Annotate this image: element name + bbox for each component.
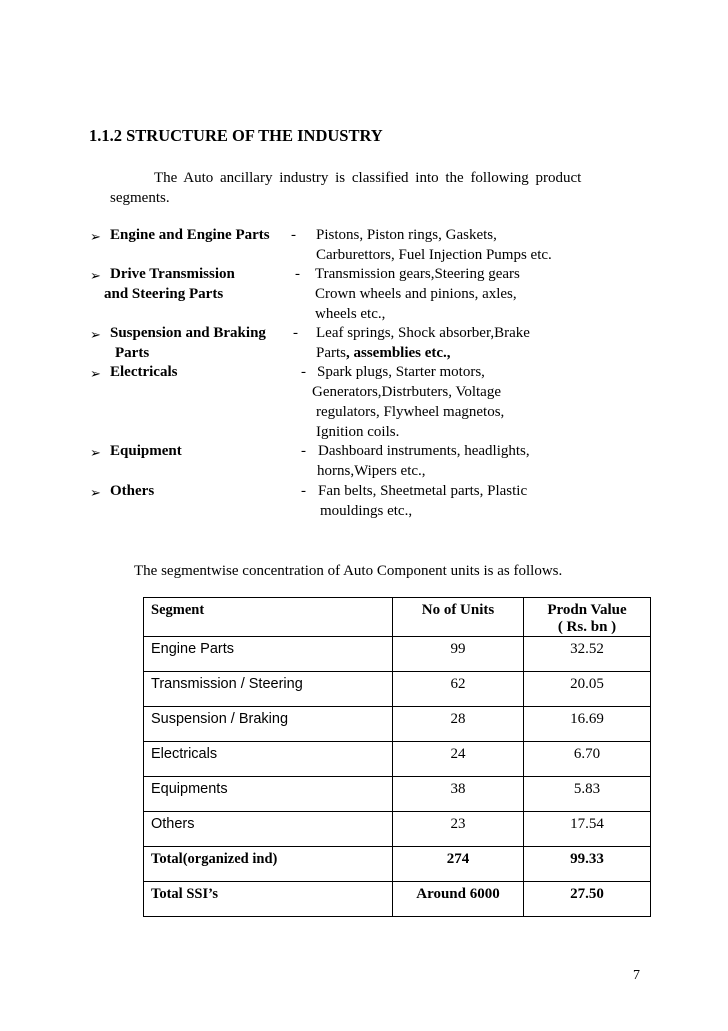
segment-name-suspension: Suspension and Braking [110,325,266,341]
table-cell: 99.33 [524,847,651,882]
table-row [144,742,651,777]
arrow-bullet-icon: ➢ [90,268,101,283]
segment-name-drive: Drive Transmission [110,266,235,282]
table-cell: 62 [393,672,524,707]
table-cell: 6.70 [524,742,651,777]
arrow-bullet-icon: ➢ [90,229,101,244]
table-cell: 274 [393,847,524,882]
table-cell: 23 [393,812,524,847]
segment-item: horns,Wipers etc., [317,463,426,479]
table-cell: 99 [393,637,524,672]
segment-item-part: , assemblies etc., [346,345,451,361]
segment-item: mouldings etc., [320,503,413,519]
header-prodn-value-line2: ( Rs. bn ) [557,619,617,635]
header-prodn-value [524,598,651,637]
intro-line-2: segments. [110,190,170,206]
page-number: 7 [633,968,640,983]
table-row-total-organized [144,847,651,882]
header-units: No of Units [393,598,524,637]
segment-dash: - [295,266,300,282]
table-cell: 20.05 [524,672,651,707]
segment-name-others: Others [110,483,155,499]
arrow-bullet-icon: ➢ [90,327,101,342]
table-cell: Engine Parts [144,637,393,672]
header-segment: Segment [144,598,393,637]
segment-name-suspension-cont: Parts [115,345,150,361]
segment-table [143,597,651,917]
segment-item: regulators, Flywheel magnetos, [316,404,505,420]
table-cell: 24 [393,742,524,777]
table-cell: 5.83 [524,777,651,812]
segment-item: Fan belts, Sheetmetal parts, Plastic [318,483,528,499]
table-cell: Around 6000 [393,882,524,917]
table-row [144,777,651,812]
table-row [144,707,651,742]
segment-item: Transmission gears,Steering gears [315,266,520,282]
segment-item: Carburettors, Fuel Injection Pumps etc. [316,247,552,263]
segment-name-equipment: Equipment [110,443,182,459]
segment-item: Pistons, Piston rings, Gaskets, [316,227,497,243]
arrow-bullet-icon: ➢ [90,445,101,460]
segment-name-drive-cont: and Steering Parts [104,286,224,302]
table-cell: Total SSI’s [144,882,393,917]
segment-item: wheels etc., [315,306,386,322]
segment-item: Ignition coils. [316,424,400,440]
concentration-intro: The segmentwise concentration of Auto Component units is as follows. [134,563,563,579]
table-cell: 16.69 [524,707,651,742]
segment-dash: - [293,325,298,341]
segment-dash: - [301,364,306,380]
table-cell: Suspension / Braking [144,707,393,742]
segment-item-part: Parts [316,345,346,361]
segment-item: Spark plugs, Starter motors, [317,364,485,380]
segment-item: Crown wheels and pinions, axles, [315,286,517,302]
table-cell: Electricals [144,742,393,777]
segment-item: Leaf springs, Shock absorber,Brake [316,325,530,341]
arrow-bullet-icon: ➢ [90,485,101,500]
segment-name-electricals: Electricals [110,364,178,380]
table-cell: 38 [393,777,524,812]
table-cell: Transmission / Steering [144,672,393,707]
table-cell: 17.54 [524,812,651,847]
segment-item: Generators,Distrbuters, Voltage [312,384,501,400]
table-cell: Equipments [144,777,393,812]
intro-line-1: The Auto ancillary industry is classified into the following product [154,170,582,186]
table-row [144,672,651,707]
table-cell: Total(organized ind) [144,847,393,882]
segment-item [316,345,451,362]
arrow-bullet-icon: ➢ [90,366,101,381]
segment-dash: - [291,227,296,243]
table-cell: 32.52 [524,637,651,672]
table-row [144,637,651,672]
table-cell: Others [144,812,393,847]
header-prodn-value-line1: Prodn Value [547,602,627,618]
segment-dash: - [301,483,306,499]
table-row [144,812,651,847]
table-cell: 28 [393,707,524,742]
table-header-row [144,598,651,637]
segment-name-engine: Engine and Engine Parts [110,227,270,243]
table-row-total-ssi [144,882,651,917]
segment-item: Dashboard instruments, headlights, [318,443,530,459]
segment-dash: - [301,443,306,459]
section-heading: 1.1.2 STRUCTURE OF THE INDUSTRY [89,126,383,145]
table-cell: 27.50 [524,882,651,917]
